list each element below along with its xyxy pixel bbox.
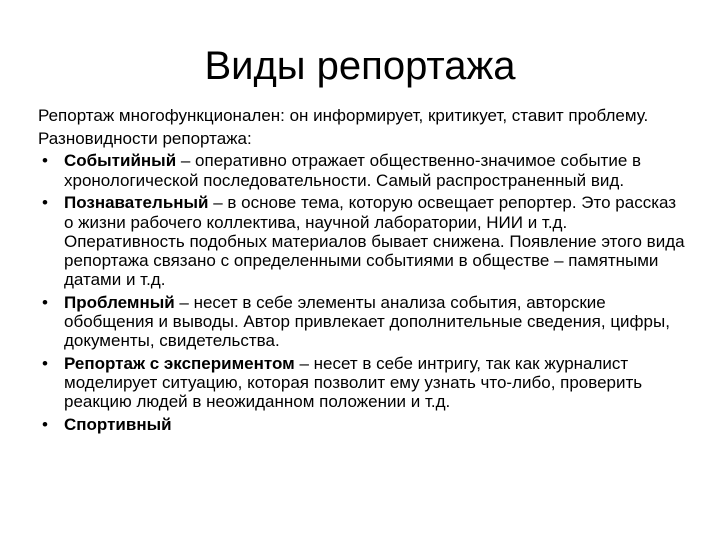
subheading: Разновидности репортажа: xyxy=(38,128,252,148)
bullet-icon: • xyxy=(42,292,48,312)
bullet-item-problem xyxy=(38,293,688,351)
bullet-item-experiment xyxy=(38,354,688,412)
bullet-icon: • xyxy=(42,415,48,435)
bullet-icon: • xyxy=(42,193,48,213)
bullet-icon: • xyxy=(42,151,48,171)
bullet-item-eventful xyxy=(38,151,688,189)
bullet-text: – несет в себе интригу, так как журналист моделирует ситуацию, которая позволит ему узнать что-либо, проверить реакцию людей в неожиданном положении и т.д. xyxy=(64,353,643,412)
slide-title: Виды репортажа xyxy=(204,44,516,88)
bullet-item-cognitive xyxy=(38,193,688,289)
bullet-term: Репортаж с экспериментом xyxy=(64,353,295,373)
bullet-term: Проблемный xyxy=(64,292,175,312)
bullet-term: Событийный xyxy=(64,151,177,171)
bullet-text: – несет в себе элементы анализа события, авторские обобщения и выводы. Автор привлекает дополнительные сведения, цифры, документы, свидетельства. xyxy=(64,292,670,351)
intro-paragraph: Репортаж многофункционален: он информирует, критикует, ставит проблему. xyxy=(38,106,649,125)
bullet-term: Познавательный xyxy=(64,193,209,213)
bullet-text: – в основе тема, которую освещает репортер. Это рассказ о жизни рабочего коллектива, научной лаборатории, НИИ и т.д. Оперативность подобных материалов бывает снижена. Появление этого вида репортажа связано с определенными событиями в обществе – памятными датами и т.д. xyxy=(64,193,685,290)
bullet-term: Спортивный xyxy=(64,415,172,435)
bullet-icon: • xyxy=(42,353,48,373)
bullet-text: – оперативно отражает общественно-значимое событие в хронологической последовательности. Самый распространенный вид. xyxy=(64,151,642,190)
slide-body xyxy=(38,106,688,438)
bullet-item-sports xyxy=(38,415,688,434)
